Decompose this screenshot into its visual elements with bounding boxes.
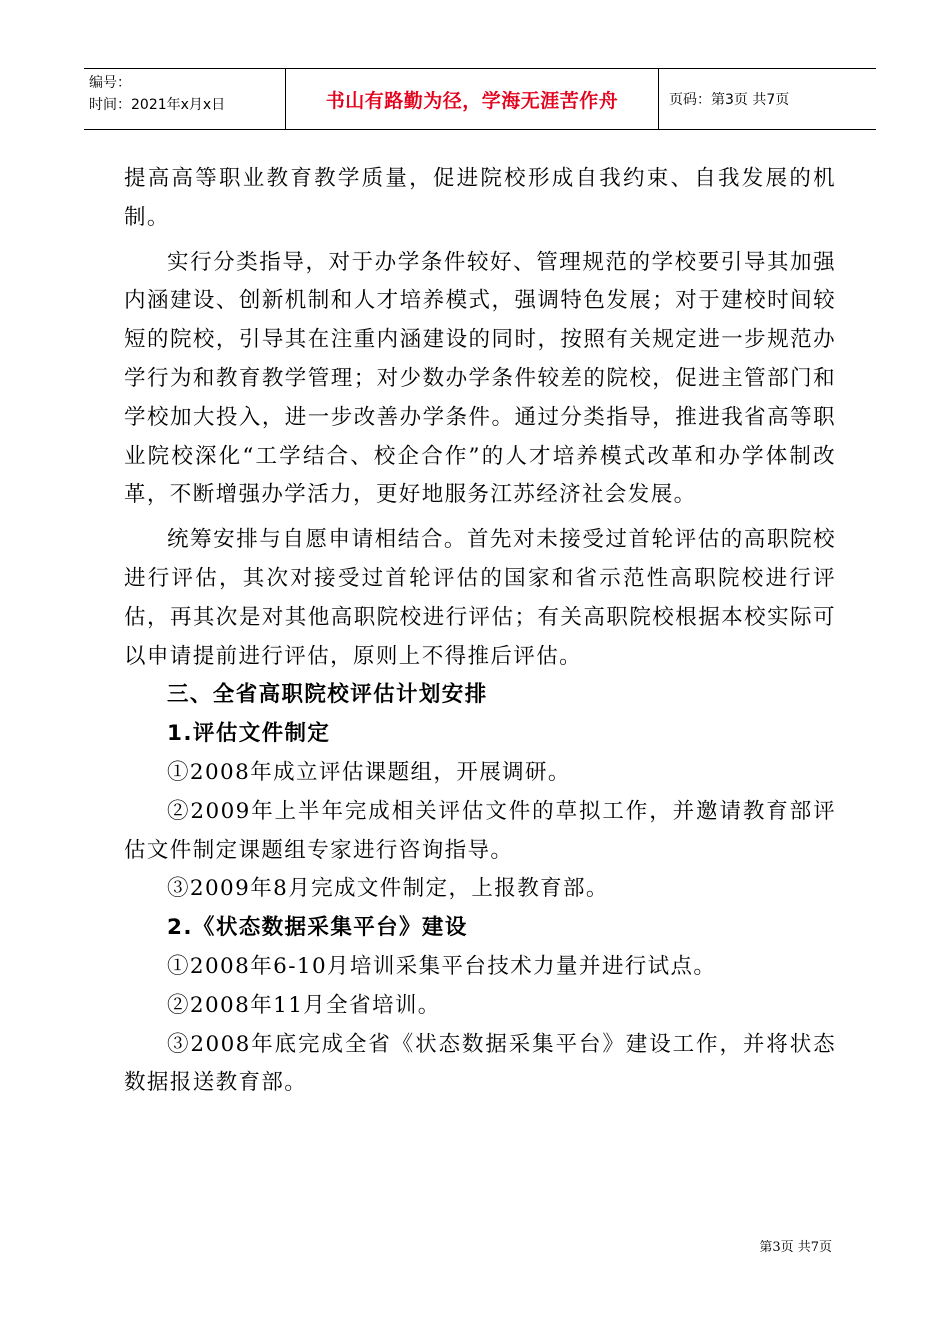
list-item: ③2009年8月完成文件制定，上报教育部。 [167,876,609,902]
list-item: ①2008年成立评估课题组，开展调研。 [167,759,571,785]
document-body [124,160,836,1103]
page-footer: 第3页 共7页 [759,1240,832,1255]
subsection-heading: 2.《状态数据采集平台》建设 [167,915,468,941]
header-page-label: 页码：第3页 共7页 [669,92,790,108]
date-label: 时间：2021年x月x日 [89,97,226,113]
paragraph: 提高高等职业教育教学质量，促进院校形成自我约束、自我发展的机制。 [124,166,836,230]
paragraph: 统筹安排与自愿申请相结合。首先对未接受过首轮评估的高职院校进行评估，其次对接受过首轮评估的国家和省示范性高职院校进行评估，再其次是对其他高职院校进行评估；有关高职院校根据本校实际可以申请提前进行评估，原则上不得推后评估。 [124,527,836,669]
page-header [84,68,876,130]
section-heading: 三、全省高职院校评估计划安排 [167,682,488,708]
serial-number-label: 编号： [89,75,131,91]
paragraph: 实行分类指导，对于办学条件较好、管理规范的学校要引导其加强内涵建设、创新机制和人才培养模式，强调特色发展；对于建校时间较短的院校，引导其在注重内涵建设的同时，按照有关规定进一步规范办学行为和教育教学管理；对少数办学条件较差的院校，促进主管部门和学校加大投入，进一步改善办学条件。通过分类指导，推进我省高等职业院校深化“工学结合、校企合作”的人才培养模式改革和办学体制改革，不断增强办学活力，更好地服务江苏经济社会发展。 [124,249,836,508]
header-motto: 书山有路勤为径，学海无涯苦作舟 [286,69,659,129]
list-item: ②2008年11月全省培训。 [167,992,441,1018]
list-item: ②2009年上半年完成相关评估文件的草拟工作，并邀请教育部评估文件制定课题组专家进行咨询指导。 [124,798,836,863]
list-item: ③2008年底完成全省《状态数据采集平台》建设工作，并将状态数据报送教育部。 [124,1031,836,1096]
header-meta-cell [84,69,286,129]
list-item: ①2008年6-10月培训采集平台技术力量并进行试点。 [167,953,717,979]
subsection-heading: 1.评估文件制定 [167,721,331,747]
